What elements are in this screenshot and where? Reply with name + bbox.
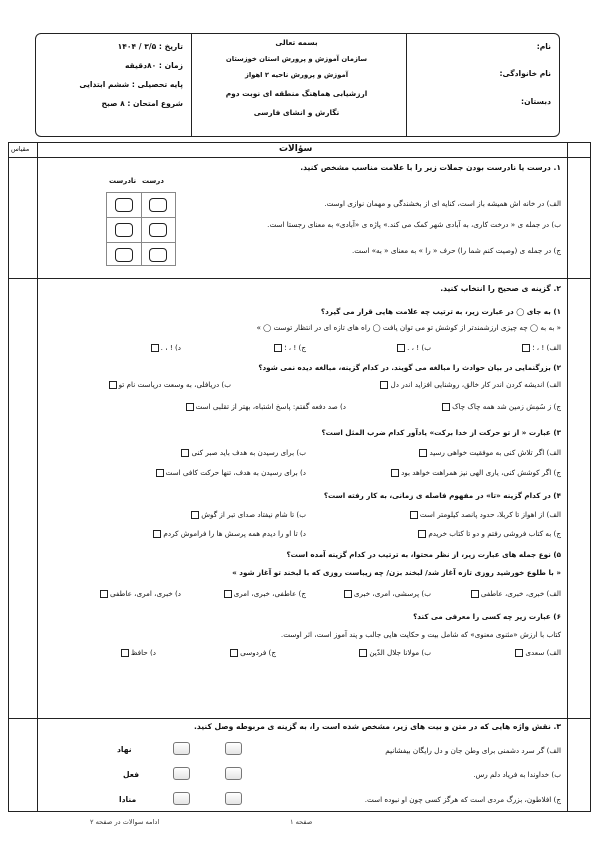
option-label: د) تا او را دیدم همه پرسش ها را فراموش کردم xyxy=(163,529,306,538)
option-checkbox[interactable] xyxy=(380,381,388,389)
name-label: نام: xyxy=(536,42,551,51)
q2-s1-text: « به به ◯ چه چیزی ارزشمندتر از کوشش تو می توان یافت ◯ راه های تازه ای در انتظار توست ◯ » xyxy=(256,323,561,332)
header-divider xyxy=(406,34,407,136)
option-checkbox[interactable] xyxy=(442,403,450,411)
option-checkbox[interactable] xyxy=(471,590,479,598)
question-2 xyxy=(45,278,561,718)
q1a-false-checkbox[interactable] xyxy=(115,198,133,212)
option-label: ب) مولانا جلال الدّین xyxy=(369,648,431,657)
q1-item-a: الف) در خانه اش همیشه باز است، کنایه ای از بخشندگی و مهمان نوازی اوست. xyxy=(324,199,561,208)
q1c-false-checkbox[interactable] xyxy=(115,248,133,262)
questions-header: سؤالات xyxy=(279,144,313,154)
option-label: ج) عاطفی، خبری، امری xyxy=(233,589,306,598)
org-line-1: سازمان آموزش و پرورش استان خوزستان xyxy=(225,55,368,63)
option-label: الف) سعدی xyxy=(525,648,561,657)
option-label: الف) اگر تلاش کنی به موفقیت خواهی رسید xyxy=(429,448,561,457)
q2-title: ۲. گزینه ی صحیح را انتخاب کنید. xyxy=(440,284,561,293)
row-number-column xyxy=(567,143,568,811)
exam-title: ارزشیابی هماهنگ منطقه ای نوبت دوم xyxy=(225,89,368,98)
role-subject: نهاد xyxy=(117,745,132,754)
q2-s4-question: ۴) در کدام گزینه «تا» در مفهوم فاصله ی زمانی، به کار رفته است؟ xyxy=(323,491,561,500)
q1b-true-checkbox[interactable] xyxy=(149,223,167,237)
q1-title: ۱. درست یا نادرست بودن جملات زیر را با علامت مناسب مشخص کنید. xyxy=(300,163,561,172)
option-checkbox[interactable] xyxy=(515,649,523,657)
option-label: ب) تا شام نیفتاد صدای تبر از گوش xyxy=(201,510,306,519)
q2-s6-text: کتاب با ارزش «مثنوی معنوی» که شامل بیت و حکایت هایی جالب و پند آموز است، اثر اوست. xyxy=(280,630,561,639)
option-label: ج) ! ، ؛ xyxy=(284,343,306,352)
q1-item-c: ج) در جمله ی (وصیت کنم شما را) حرف « را » به معنای « به» است. xyxy=(351,246,561,255)
option-checkbox[interactable] xyxy=(391,469,399,477)
role-connector-box[interactable] xyxy=(173,742,190,755)
q2-s5-question: ۵) نوع جمله های عبارت زیر، از نظر محتوا، به ترتیب در کدام گزینه آمده است؟ xyxy=(286,550,561,559)
option-checkbox[interactable] xyxy=(121,649,129,657)
q1b-false-checkbox[interactable] xyxy=(115,223,133,237)
q2-s3-question: ۳) عبارت « از تو حرکت از خدا برکت» یادآور کدام ضرب المثل است؟ xyxy=(321,428,561,437)
start-time: شروع امتحان : ۸ صبح xyxy=(101,99,183,108)
q3-title: ۳. نقش واژه هایی که در متن و بیت های زیر، مشخص شده است را، به گزینه ی مربوطه وصل کنید. xyxy=(193,722,561,731)
option-checkbox[interactable] xyxy=(181,449,189,457)
exam-duration: زمان : ۸۰دقیقه xyxy=(124,61,183,70)
option-checkbox[interactable] xyxy=(100,590,108,598)
score-column-divider xyxy=(37,143,38,811)
option-checkbox[interactable] xyxy=(230,649,238,657)
exam-date: تاریخ : ۳/۵ / ۱۴۰۴ xyxy=(117,42,183,51)
q3b-connector-box[interactable] xyxy=(225,767,242,780)
col-false-label: نادرست xyxy=(109,177,137,185)
q3-item-c: ج) افلاطون، بزرگ مردی است که هرگز کسی چون او نبوده است. xyxy=(364,795,561,804)
role-connector-box[interactable] xyxy=(173,767,190,780)
answer-grid xyxy=(106,192,176,266)
option-label: الف) خبری، خبری، عاطفی xyxy=(480,589,561,598)
option-label: ج) به کتاب فروشی رفتم و دو تا کتاب خریدم xyxy=(428,529,561,538)
q1-item-b: ب) در جمله ی « درخت کاری، به آبادی شهر کمک می کند.» پاژه ی «آبادی» به معنای رجستا است. xyxy=(267,220,561,229)
option-checkbox[interactable] xyxy=(522,344,530,352)
option-label: ب) پرسشی، امری، خبری xyxy=(353,589,431,598)
option-label: د) برای رسیدن به هدف، تنها حرکت کافی است xyxy=(165,468,306,477)
school-label: دبستان: xyxy=(521,97,551,106)
option-label: ج) ز سُمِش زمین شد همه چاک چاک xyxy=(452,402,561,411)
option-checkbox[interactable] xyxy=(418,530,426,538)
option-label: د) صد دفعه گفتم: پاسخ اشتباه، بهتر از تقلبی است xyxy=(195,402,346,411)
question-1 xyxy=(45,157,561,278)
col-true-label: درست xyxy=(142,177,164,185)
questions-table xyxy=(8,142,591,812)
option-label: ب) برای رسیدن به هدف باید صبر کنی xyxy=(191,448,306,457)
option-checkbox[interactable] xyxy=(156,469,164,477)
option-label: د) خبری، امری، عاطفی xyxy=(110,589,181,598)
grade-level: پایه تحصیلی : ششم ابتدایی xyxy=(79,80,183,89)
q3-item-b: ب) خداوندا به فریاد دلم رس. xyxy=(473,770,561,779)
score-header: مقیاس xyxy=(11,145,30,153)
option-checkbox[interactable] xyxy=(224,590,232,598)
option-checkbox[interactable] xyxy=(151,344,159,352)
page-number: صفحه ۱ xyxy=(290,818,313,826)
option-label: د) ! ، . xyxy=(160,343,181,352)
continue-note: ادامه سوالات در صفحه ۲ xyxy=(90,818,160,826)
option-label: الف) ! ، ؛ xyxy=(532,343,561,352)
option-checkbox[interactable] xyxy=(191,511,199,519)
q2-s5-text: « با طلوع خورشید روزی تازه آغاز شد/ لبخند بزن/ چه زیباست روزی که با لبخند تو آغاز شود » xyxy=(232,568,561,577)
option-checkbox[interactable] xyxy=(186,403,194,411)
option-checkbox[interactable] xyxy=(153,530,161,538)
bismillah: بسمه تعالی xyxy=(275,38,318,47)
option-label: ب) ! ، . xyxy=(407,343,431,352)
q3a-connector-box[interactable] xyxy=(225,742,242,755)
subject-title: نگارش و انشای فارسی xyxy=(253,108,340,117)
header-divider xyxy=(191,34,192,136)
option-checkbox[interactable] xyxy=(274,344,282,352)
option-label: الف) از اهواز تا کربلا، حدود پانصد کیلومتر است xyxy=(419,510,561,519)
option-label: د) حافظ xyxy=(130,648,156,657)
role-connector-box[interactable] xyxy=(173,792,190,805)
role-verb: فعل xyxy=(123,770,140,779)
q1c-true-checkbox[interactable] xyxy=(149,248,167,262)
option-checkbox[interactable] xyxy=(397,344,405,352)
org-line-2: آموزش و پرورش ناحیه ۲ اهواز xyxy=(244,71,349,79)
option-label: ج) اگر کوشش کنی، یاری الهی نیز همراهت خواهد بود xyxy=(401,468,561,477)
header-box xyxy=(35,33,560,137)
family-label: نام خانوادگی: xyxy=(499,69,551,78)
q2-s2-question: ۲) بزرگنمایی در بیان حوادث را مبالغه می گویند. در کدام گزینه، مبالغه دیده نمی شود؟ xyxy=(258,363,561,372)
option-label: ب) دریافلی، به وسعت دریاست نام تو xyxy=(118,380,231,389)
option-checkbox[interactable] xyxy=(359,649,367,657)
role-vocative: منادا xyxy=(119,795,137,804)
option-label: الف) اندیشه کردن اندر کار خالق، روشنایی افزاید اندر دل xyxy=(390,380,561,389)
option-label: ج) فردوسی xyxy=(240,648,276,657)
q1a-true-checkbox[interactable] xyxy=(149,198,167,212)
option-checkbox[interactable] xyxy=(344,590,352,598)
question-3 xyxy=(45,718,561,813)
option-checkbox[interactable] xyxy=(410,511,418,519)
q2-s6-question: ۶) عبارت زیر چه کسی را معرفی می کند؟ xyxy=(413,612,561,621)
q3c-connector-box[interactable] xyxy=(225,792,242,805)
q3-item-a: الف) گر سرد دشمنی برای وطن جان و دل رایگان بیفشانیم xyxy=(385,746,561,755)
option-checkbox[interactable] xyxy=(419,449,427,457)
q2-s1-question: ۱) به جای ◯ در عبارت زیر، به ترتیب چه علامت هایی قرار می گیرد؟ xyxy=(320,307,561,316)
option-checkbox[interactable] xyxy=(109,381,117,389)
